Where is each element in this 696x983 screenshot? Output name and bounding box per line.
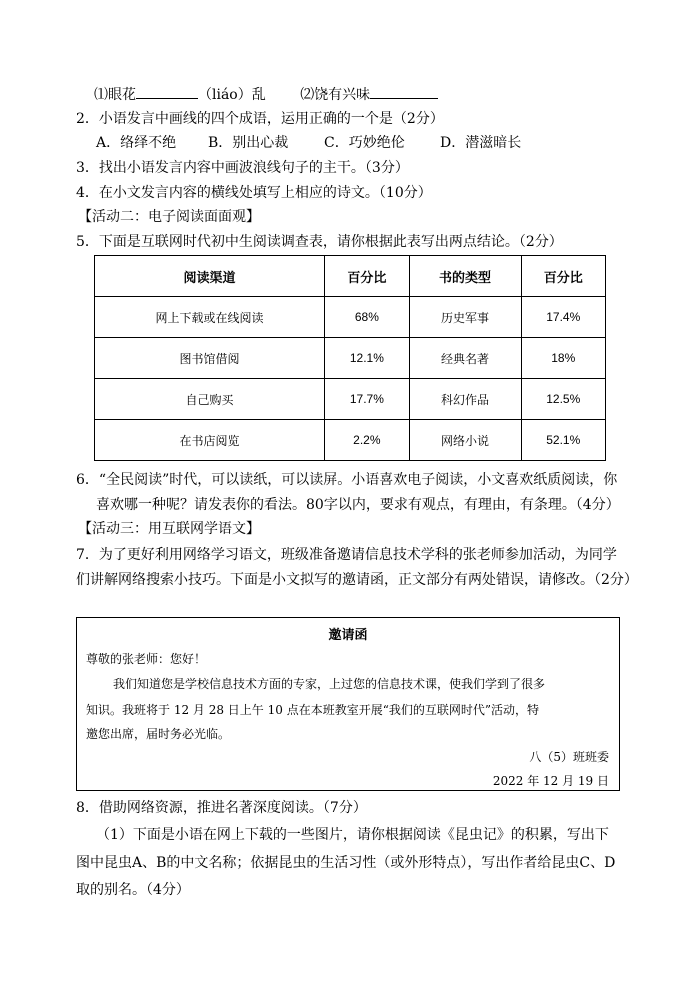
cell-percent: 12.1% bbox=[325, 338, 409, 379]
q8-stem: 8．借助网络资源，推进名著深度阅读。（7分） bbox=[76, 800, 367, 816]
q3-stem: 3．找出小语发言内容中画波浪线句子的主干。（3分） bbox=[76, 160, 409, 176]
table-row bbox=[95, 297, 606, 338]
letter-date: 2022 年 12 月 19 日 bbox=[492, 774, 609, 788]
q1-item1-prefix: ⑴眼花 bbox=[94, 87, 136, 103]
cell-percent: 2.2% bbox=[325, 420, 409, 461]
table-row bbox=[95, 338, 606, 379]
cell-percent: 17.4% bbox=[521, 297, 606, 338]
q7-line2: 们讲解网络搜索小技巧。下面是小文拟写的邀请函，正文部分有两处错误，请修改。（2分） bbox=[76, 572, 638, 588]
letter-body-line2: 知识。我班将于 12 月 28 日上午 10 点在本班教室开展“我们的互联网时代”活动，特 bbox=[86, 703, 539, 717]
q8-sub1-line2: 图中昆虫A、B的中文名称；依据昆虫的生活习性（或外形特点），写出作者给昆虫C、D bbox=[76, 855, 616, 871]
header-book-type: 书的类型 bbox=[409, 256, 521, 297]
cell-book-type: 历史军事 bbox=[409, 297, 521, 338]
q1-item2-blank[interactable] bbox=[370, 84, 438, 99]
cell-channel: 自己购买 bbox=[95, 379, 325, 420]
letter-title: 邀请函 bbox=[328, 628, 368, 643]
q7-line1: 7．为了更好利用网络学习语文，班级准备邀请信息技术学科的张老师参加活动，为同学 bbox=[76, 547, 617, 563]
q2-option-d: D．潜滋暗长 bbox=[440, 135, 522, 151]
header-channel: 阅读渠道 bbox=[95, 256, 325, 297]
cell-book-type: 网络小说 bbox=[409, 420, 521, 461]
q2-options bbox=[96, 134, 596, 152]
table-header-row bbox=[95, 256, 606, 297]
q5-stem: 5．下面是互联网时代初中生阅读调查表，请你根据此表写出两点结论。（2分） bbox=[76, 234, 563, 250]
letter-body-line1: 我们知道您是学校信息技术方面的专家，上过您的信息技术课，使我们学到了很多 bbox=[113, 677, 546, 691]
cell-percent: 17.7% bbox=[325, 379, 409, 420]
cell-percent: 18% bbox=[521, 338, 606, 379]
activity2-heading: 【活动二：电子阅读面面观】 bbox=[78, 209, 260, 225]
q4-stem: 4．在小文发言内容的横线处填写上相应的诗文。（10分） bbox=[76, 185, 432, 201]
cell-channel: 图书馆借阅 bbox=[95, 338, 325, 379]
q2-stem: 2．小语发言中画线的四个成语，运用正确的一个是（2分） bbox=[76, 111, 444, 127]
cell-book-type: 经典名著 bbox=[409, 338, 521, 379]
invitation-letter-box bbox=[76, 617, 620, 791]
table-row bbox=[95, 379, 606, 420]
reading-survey-table bbox=[94, 255, 606, 461]
cell-percent: 52.1% bbox=[521, 420, 606, 461]
q1-item1-blank[interactable] bbox=[136, 84, 198, 99]
table-row bbox=[95, 420, 606, 461]
cell-book-type: 科幻作品 bbox=[409, 379, 521, 420]
cell-percent: 68% bbox=[325, 297, 409, 338]
q6-line1: 6．“全民阅读”时代，可以读纸，可以读屏。小语喜欢电子阅读，小文喜欢纸质阅读，你 bbox=[76, 472, 618, 488]
q1-item1-pinyin: （liáo）乱 bbox=[198, 87, 266, 103]
header-percent-1: 百分比 bbox=[325, 256, 409, 297]
q8-sub1-line1: （1）下面是小语在网上下载的一些图片，请你根据阅读《昆虫记》的积累，写出下 bbox=[96, 827, 609, 843]
letter-greeting: 尊敬的张老师：您好！ bbox=[86, 652, 207, 666]
q1-item2: ⑵饶有兴味 bbox=[300, 87, 371, 103]
activity3-heading: 【活动三：用互联网学语文】 bbox=[78, 521, 260, 537]
letter-signature: 八（5）班班委 bbox=[529, 750, 609, 764]
q6-line2: 喜欢哪一种呢？请发表你的看法。80字以内，要求有观点，有理由，有条理。（4分） bbox=[96, 497, 620, 513]
cell-channel: 网上下载或在线阅读 bbox=[95, 297, 325, 338]
q2-option-a: A．络绎不绝 bbox=[96, 135, 177, 151]
q8-sub1-line3: 取的别名。（4分） bbox=[76, 882, 190, 898]
q2-option-c: C．巧妙绝伦 bbox=[324, 135, 405, 151]
cell-percent: 12.5% bbox=[521, 379, 606, 420]
q1-sub-items bbox=[94, 84, 438, 104]
letter-body-line3: 邀您出席，届时务必光临。 bbox=[86, 727, 231, 741]
q2-option-b: B．别出心裁 bbox=[208, 135, 289, 151]
cell-channel: 在书店阅览 bbox=[95, 420, 325, 461]
header-percent-2: 百分比 bbox=[521, 256, 606, 297]
